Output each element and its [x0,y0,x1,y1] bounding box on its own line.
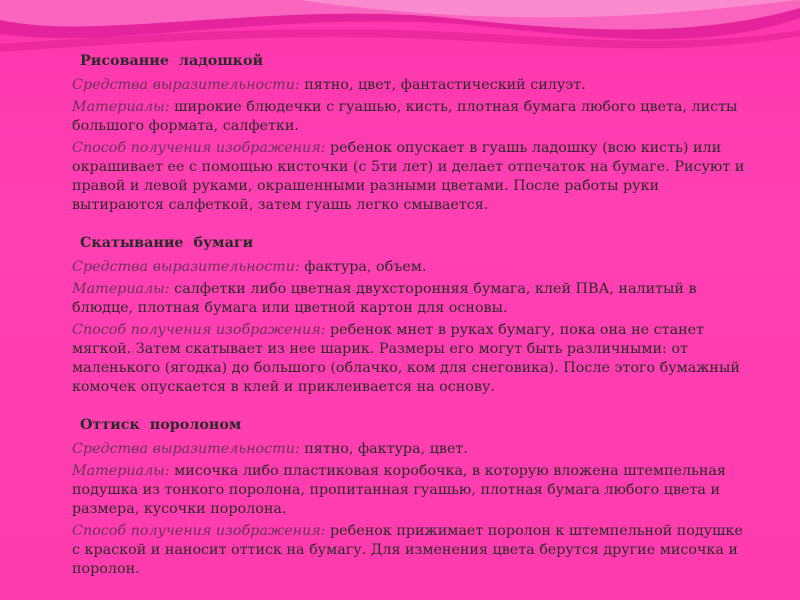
section-palm-painting [72,52,752,215]
paragraph-text: ребенок опускает в гуашь ладошку (всю кисть) или окрашивает ее с помощью кисточки (с 5ти лет) и делает отпечаток на бумаге. Рисуют и правой и левой руками, окрашенными разными цветами. После работы руки вытираются салфеткой, затем гуашь легко смывается. [72,140,745,213]
paragraph-label: Средства выразительности: [72,441,300,457]
section-heading: Оттиск поролоном [80,417,242,433]
paragraph-label: Способ получения изображения: [72,140,326,156]
paragraph-materials [72,462,752,519]
slide-content [72,52,752,598]
section-heading: Скатывание бумаги [80,235,254,251]
paragraph-label: Способ получения изображения: [72,523,326,539]
section-heading: Рисование ладошкой [80,53,264,69]
paragraph-expressive-means [72,76,752,95]
paragraph-label: Материалы: [72,281,170,297]
section-foam-print [72,416,752,579]
paragraph-method [72,321,752,397]
paragraph-expressive-means [72,258,752,277]
section-paper-rolling [72,234,752,397]
paragraph-text: мисочка либо пластиковая коробочка, в которую вложена штемпельная подушка из тонкого поролона, пропитанная гуашью, плотная бумага любого цвета и размера, кусочки поролона. [72,463,726,517]
paragraph-method [72,139,752,215]
paragraph-text: фактура, объем. [299,259,427,275]
paragraph-text: ребенок прижимает поролон к штемпельной подушке с краской и наносит оттиск на бумагу. Для изменения цвета берутся другие мисочка и поролон. [72,523,743,577]
paragraph-label: Средства выразительности: [72,259,300,275]
paragraph-text: широкие блюдечки с гуашью, кисть, плотная бумага любого цвета, листы большого формата, салфетки. [72,99,738,134]
paragraph-text: салфетки либо цветная двухсторонняя бумага, клей ПВА, налитый в блюдце, плотная бумага или цветной картон для основы. [72,281,697,316]
paragraph-label: Способ получения изображения: [72,322,326,338]
paragraph-label: Материалы: [72,99,170,115]
paragraph-text: пятно, фактура, цвет. [299,441,468,457]
paragraph-text: ребенок мнет в руках бумагу, пока она не станет мягкой. Затем скатывает из нее шарик. Размеры его могут быть различными: от маленького (ягодка) до большого (облачко, ком для снеговика). После этого бумажный комочек опускается в клей и приклеивается на основу. [72,322,740,395]
paragraph-expressive-means [72,440,752,459]
paragraph-label: Средства выразительности: [72,77,300,93]
paragraph-label: Материалы: [72,463,170,479]
paragraph-text: пятно, цвет, фантастический силуэт. [299,77,586,93]
paragraph-method [72,522,752,579]
paragraph-materials [72,280,752,318]
paragraph-materials [72,98,752,136]
